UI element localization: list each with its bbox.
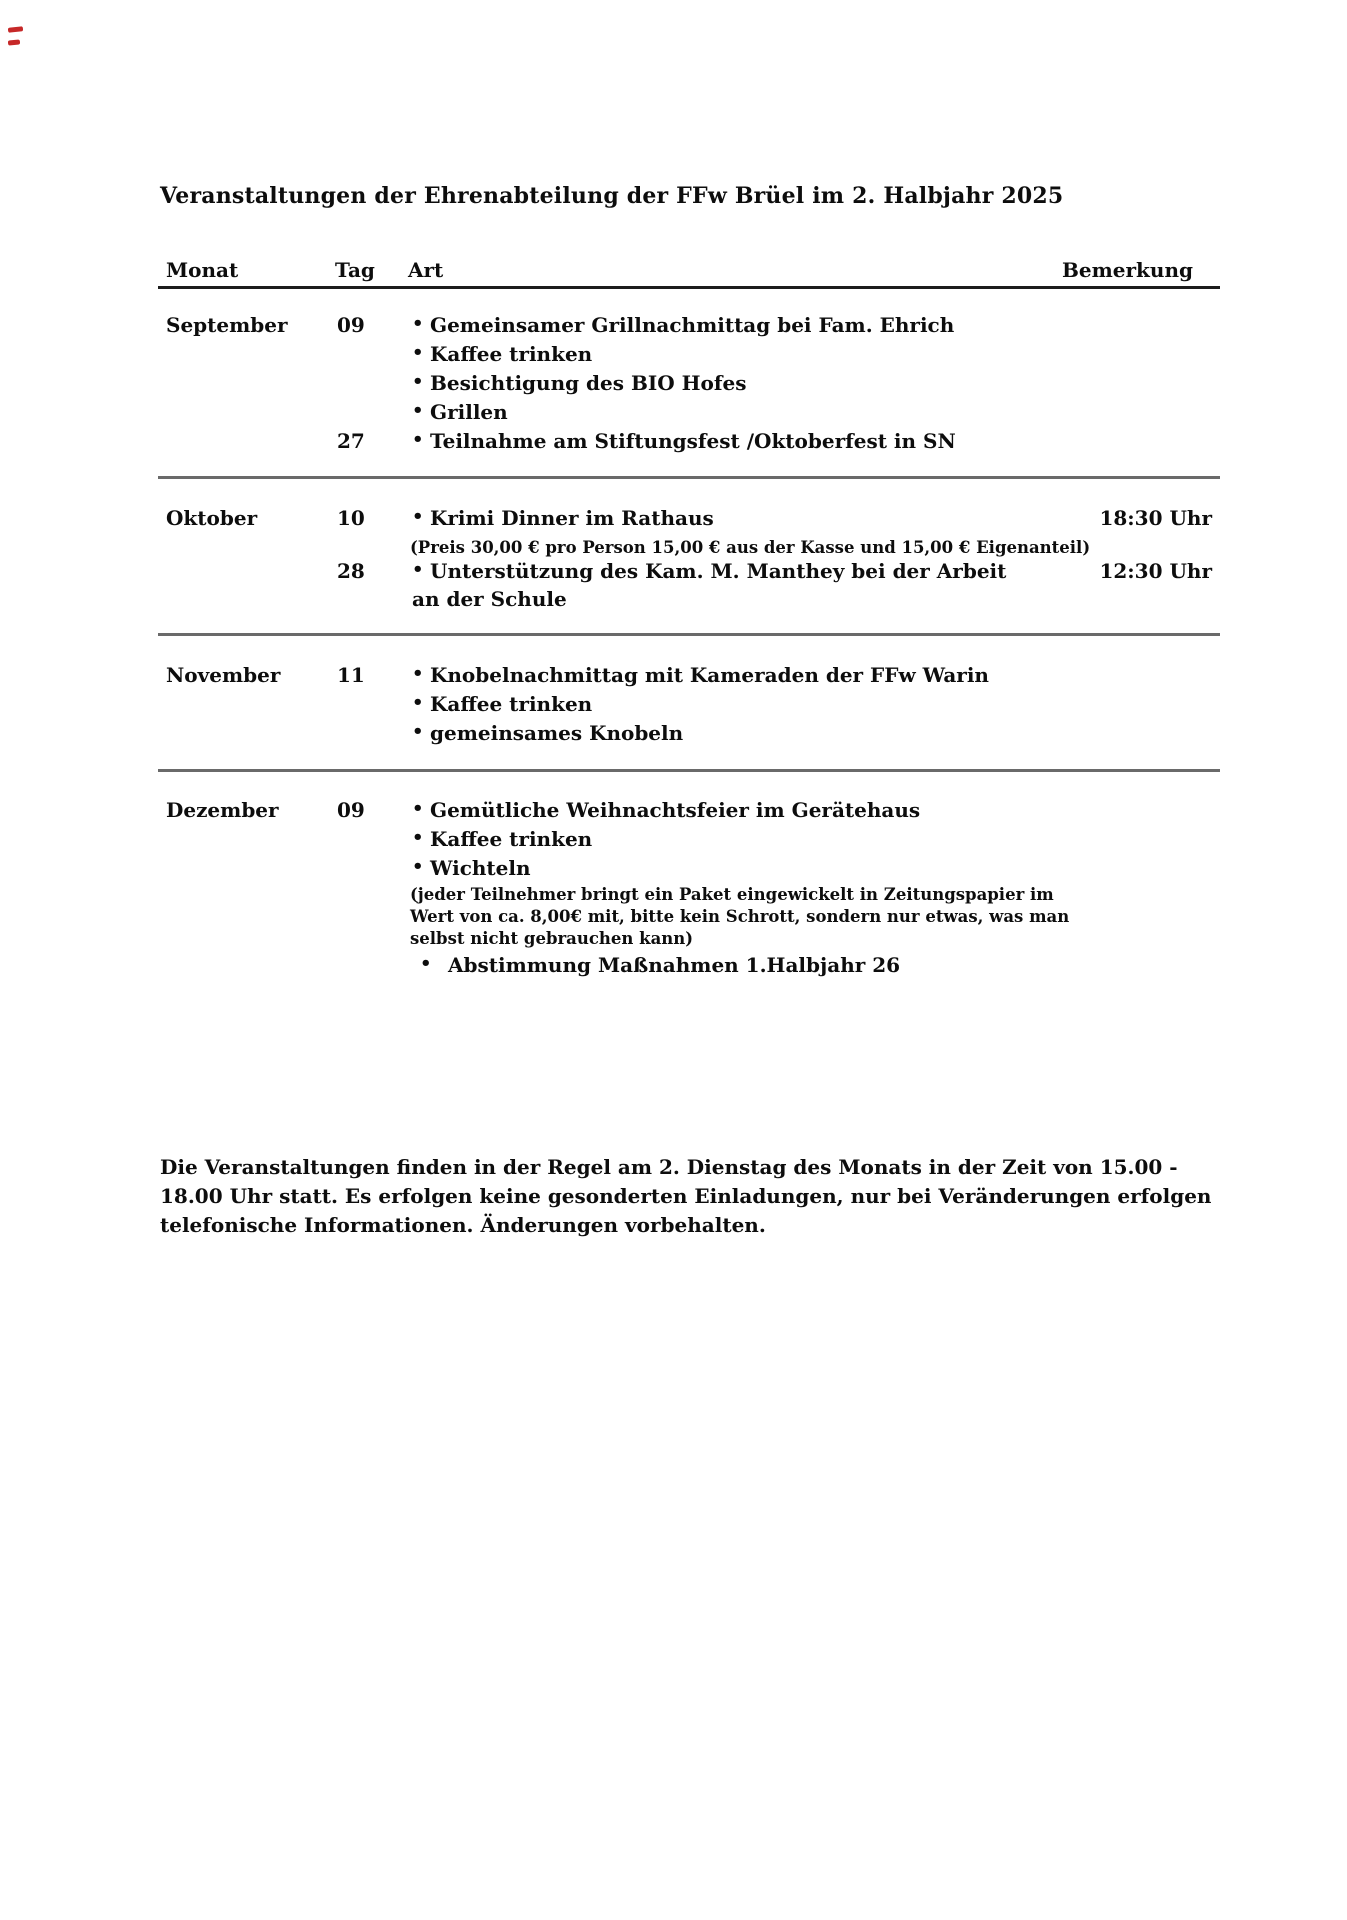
section-divider bbox=[158, 476, 1220, 479]
time-note: 12:30 Uhr bbox=[1099, 559, 1212, 583]
gift-detail-line: (jeder Teilnehmer bringt ein Paket eingewickelt in Zeitungspapier im bbox=[410, 885, 1054, 904]
event-text: Grillen bbox=[430, 400, 508, 424]
day-label: 27 bbox=[337, 429, 365, 453]
event-item bbox=[412, 663, 989, 687]
month-label: Oktober bbox=[166, 506, 258, 530]
footer-line: Die Veranstaltungen finden in der Regel am 2. Dienstag des Monats in der Zeit von 15.00 - bbox=[160, 1155, 1178, 1179]
col-header-bemerkung: Bemerkung bbox=[1062, 258, 1193, 282]
event-text: Gemütliche Weihnachtsfeier im Gerätehaus bbox=[430, 798, 921, 822]
red-pen-mark bbox=[8, 26, 23, 33]
bullet-icon: • bbox=[412, 559, 424, 580]
event-item bbox=[412, 371, 746, 395]
event-text: gemeinsames Knobeln bbox=[430, 721, 684, 745]
event-text: Abstimmung Maßnahmen 1.Halbjahr 26 bbox=[448, 953, 901, 977]
event-text: Unterstützung des Kam. M. Manthey bei der Arbeit bbox=[430, 559, 1007, 583]
event-text: Kaffee trinken bbox=[430, 827, 593, 851]
event-item bbox=[412, 429, 956, 453]
page-title: Veranstaltungen der Ehrenabteilung der FFw Brüel im 2. Halbjahr 2025 bbox=[160, 183, 1064, 209]
event-item bbox=[412, 506, 714, 530]
event-text: Gemeinsamer Grillnachmittag bei Fam. Ehrich bbox=[430, 313, 955, 337]
event-text: Kaffee trinken bbox=[430, 342, 593, 366]
gift-detail-line: selbst nicht gebrauchen kann) bbox=[410, 929, 694, 948]
bullet-icon: • bbox=[412, 313, 424, 334]
bullet-icon: • bbox=[412, 827, 424, 848]
bullet-icon: • bbox=[412, 342, 424, 363]
event-item bbox=[412, 559, 1006, 583]
bullet-icon: • bbox=[420, 953, 432, 974]
event-text: Wichteln bbox=[430, 856, 531, 880]
event-text: Krimi Dinner im Rathaus bbox=[430, 506, 714, 530]
event-item bbox=[412, 721, 683, 745]
bullet-icon: • bbox=[412, 429, 424, 450]
header-rule bbox=[158, 286, 1220, 289]
month-label: November bbox=[166, 663, 281, 687]
event-text: Teilnahme am Stiftungsfest /Oktoberfest in SN bbox=[430, 429, 956, 453]
month-label: Dezember bbox=[166, 798, 279, 822]
bullet-icon: • bbox=[412, 692, 424, 713]
month-label: September bbox=[166, 313, 288, 337]
bullet-icon: • bbox=[412, 798, 424, 819]
event-item bbox=[412, 400, 508, 424]
price-detail: (Preis 30,00 € pro Person 15,00 € aus der Kasse und 15,00 € Eigenanteil) bbox=[410, 538, 1091, 557]
day-label: 11 bbox=[337, 663, 365, 687]
col-header-tag: Tag bbox=[335, 258, 375, 282]
event-item bbox=[412, 692, 592, 716]
event-item bbox=[412, 827, 592, 851]
event-item bbox=[412, 313, 954, 337]
day-label: 10 bbox=[337, 506, 365, 530]
bullet-icon: • bbox=[412, 721, 424, 742]
bullet-icon: • bbox=[412, 371, 424, 392]
day-label: 09 bbox=[337, 798, 365, 822]
event-text: Kaffee trinken bbox=[430, 692, 593, 716]
event-item bbox=[420, 953, 900, 977]
col-header-art: Art bbox=[408, 258, 444, 282]
day-label: 28 bbox=[337, 559, 365, 583]
event-text: Knobelnachmittag mit Kameraden der FFw Warin bbox=[430, 663, 989, 687]
event-text: Besichtigung des BIO Hofes bbox=[430, 371, 747, 395]
footer-line: 18.00 Uhr statt. Es erfolgen keine gesonderten Einladungen, nur bei Veränderungen erfolgen bbox=[160, 1184, 1212, 1208]
section-divider bbox=[158, 769, 1220, 772]
bullet-icon: • bbox=[412, 400, 424, 421]
day-label: 09 bbox=[337, 313, 365, 337]
bullet-icon: • bbox=[412, 856, 424, 877]
section-divider bbox=[158, 633, 1220, 636]
time-note: 18:30 Uhr bbox=[1099, 506, 1212, 530]
event-item bbox=[412, 342, 592, 366]
bullet-icon: • bbox=[412, 506, 424, 527]
gift-detail-line: Wert von ca. 8,00€ mit, bitte kein Schrott, sondern nur etwas, was man bbox=[410, 907, 1070, 926]
bullet-icon: • bbox=[412, 663, 424, 684]
event-text-continuation: an der Schule bbox=[412, 587, 567, 611]
col-header-monat: Monat bbox=[166, 258, 239, 282]
footer-line: telefonische Informationen. Änderungen vorbehalten. bbox=[160, 1213, 766, 1237]
event-item bbox=[412, 798, 920, 822]
event-item bbox=[412, 856, 531, 880]
red-pen-mark bbox=[8, 39, 20, 45]
